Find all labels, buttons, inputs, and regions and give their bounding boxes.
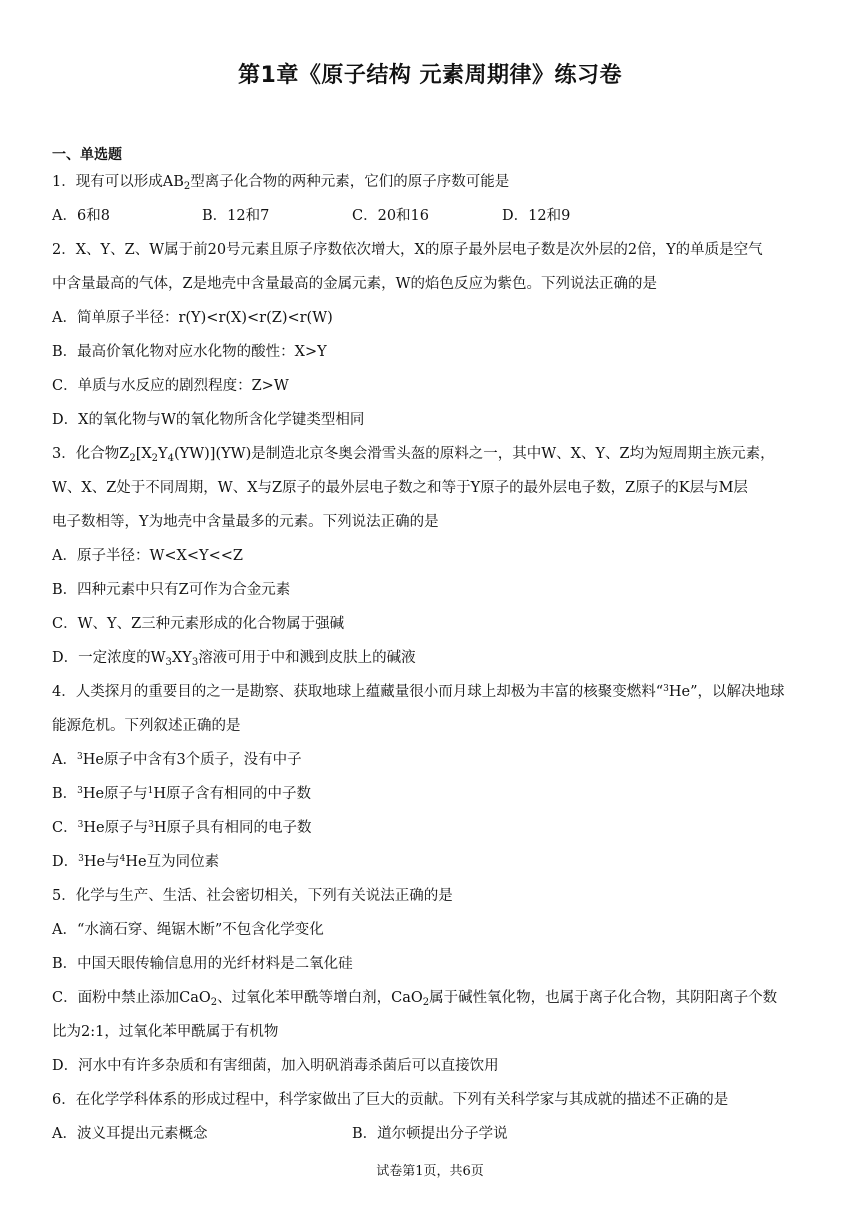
question-3-stem-line-3: 电子数相等，Y为地壳中含量最多的元素。下列说法正确的是 [52, 514, 439, 530]
option-d: D．12和9 [502, 208, 571, 224]
question-3-option-b: B．四种元素中只有Z可作为合金元素 [52, 582, 291, 598]
question-1-stem: 1．现有可以形成$AB_2$型离子化合物的两种元素，它们的原子序数可能是 [52, 174, 510, 192]
question-2-option-d: D．X的氧化物与W的氧化物所含化学键类型相同 [52, 412, 365, 428]
question-6-stem: 6．在化学学科体系的形成过程中，科学家做出了巨大的贡献。下列有关科学家与其成就的描述不正确的是 [52, 1092, 729, 1108]
question-5-option-d: D．河水中有许多杂质和有害细菌，加入明矾消毒杀菌后可以直接饮用 [52, 1058, 499, 1074]
question-3-stem-line-1: 3．化合物$Z_2[X_2Y_4(YW)](YW)$是制造北京冬奥会滑雪头盔的原料之一，其中W、X、Y、Z均为短周期主族元素， [52, 446, 775, 464]
question-5-option-c-line-2: 比为2:1，过氧化苯甲酰属于有机物 [52, 1024, 279, 1040]
question-2-option-c: C．单质与水反应的剧烈程度：Z>W [52, 378, 289, 394]
question-4-stem-line-1: 4．人类探月的重要目的之一是勘察、获取地球上蕴藏量很小而月球上却极为丰富的核聚变燃料“$^3$He”，以解决地球 [52, 684, 785, 700]
question-2-option-b: B．最高价氧化物对应水化物的酸性：X>Y [52, 344, 327, 360]
option-c: C．20和16 [352, 208, 429, 224]
page-footer: 试卷第1页，共6页 [376, 1164, 484, 1179]
option-b: B．道尔顿提出分子学说 [352, 1126, 508, 1142]
option-a: A．6和8 [52, 208, 110, 224]
option-b: B．12和7 [202, 208, 270, 224]
option-a: A．波义耳提出元素概念 [52, 1126, 208, 1142]
question-2-stem-line-1: 2．X、Y、Z、W属于前20号元素且原子序数依次增大，X的原子最外层电子数是次外层的2倍，Y的单质是空气 [52, 242, 763, 258]
question-5-stem: 5．化学与生产、生活、社会密切相关，下列有关说法正确的是 [52, 888, 453, 904]
question-4-option-d: D．$^3$He与$^4$He互为同位素 [52, 854, 220, 870]
question-5-option-b: B．中国天眼传输信息用的光纤材料是二氧化硅 [52, 956, 353, 972]
question-4-option-b: B．$^3$He原子与$^1$H原子含有相同的中子数 [52, 786, 312, 802]
question-2-stem-line-2: 中含量最高的气体，Z是地壳中含量最高的金属元素，W的焰色反应为紫色。下列说法正确的是 [52, 276, 657, 292]
question-3-option-c: C．W、Y、Z三种元素形成的化合物属于强碱 [52, 616, 345, 632]
question-5-option-a: A．“水滴石穿、绳锯木断”不包含化学变化 [52, 922, 324, 938]
question-4-stem-line-2: 能源危机。下列叙述正确的是 [52, 718, 241, 734]
page-title: 第1章《原子结构 元素周期律》练习卷 [238, 63, 622, 88]
question-5-option-c-line-1: C．面粉中禁止添加CaO$_2$、过氧化苯甲酰等增白剂，CaO$_2$属于碱性氧化物，也属于离子化合物，其阴阳离子个数 [52, 990, 778, 1008]
question-2-option-a: A．简单原子半径：r(Y)<r(X)<r(Z)<r(W) [52, 310, 333, 326]
question-4-option-c: C．$^3$He原子与$^3$H原子具有相同的电子数 [52, 820, 312, 836]
question-3-option-d: D．一定浓度的$W_3XY_3$溶液可用于中和溅到皮肤上的碱液 [52, 650, 416, 668]
question-3-stem-line-2: W、X、Z处于不同周期，W、X与Z原子的最外层电子数之和等于Y原子的最外层电子数，Z原子的K层与M层 [52, 480, 748, 496]
question-3-option-a: A．原子半径：W<X<Y<<Z [52, 548, 243, 564]
question-4-option-a: A．$^3$He原子中含有3个质子，没有中子 [52, 752, 302, 768]
section-heading: 一、单选题 [52, 147, 122, 163]
